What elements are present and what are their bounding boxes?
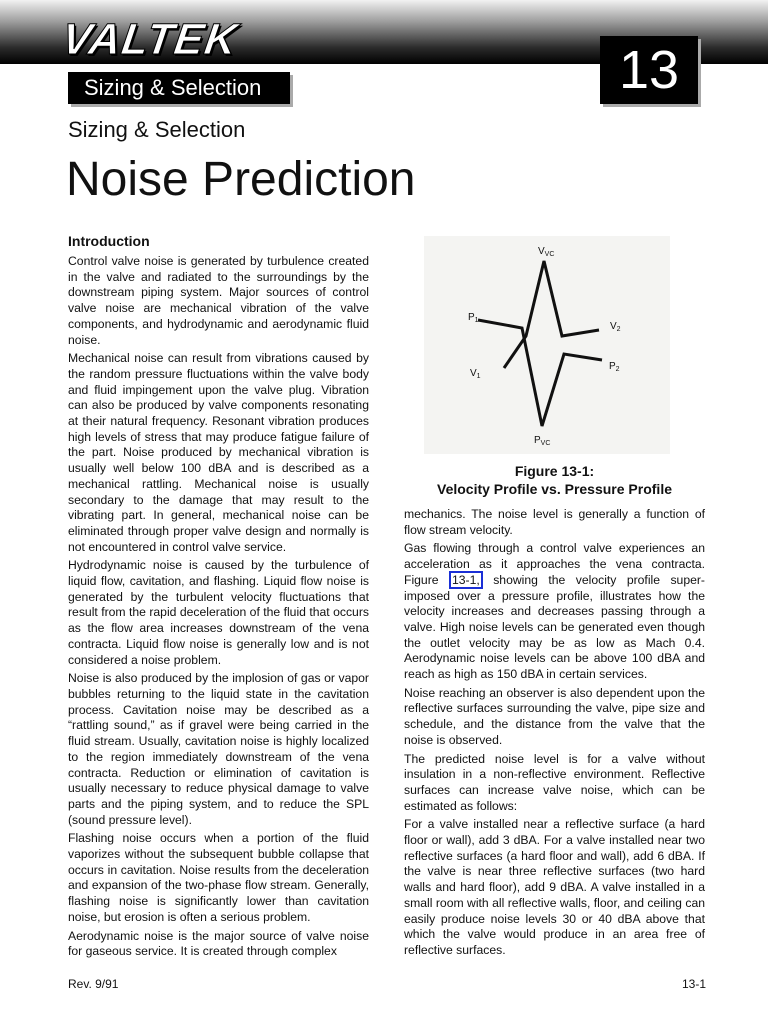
- paragraph-cavitation-noise: Noise is also produced by the implosion of gas or vapor bubbles returning to the liquid state in the cavitation process. Cavitation noise may be described as a “rattling sound,” as if gravel were being carried in the fluid stream. Usually, cavitation noise is highly localized to the region immediately downstream of the vena contracta. Reduction or elimination of cavitation is usually necessary to reduce physical damage to valve parts and the piping system, and to reduce the SPL (sound pressure level).: [68, 671, 369, 827]
- label-v1: $V_1$: [470, 368, 481, 380]
- page-subtitle: Sizing & Selection: [68, 117, 246, 142]
- paragraph-hydrodynamic-noise: Hydrodynamic noise is caused by the turbulence of liquid flow, cavitation, and flashing. Liquid flow noise is generated by the turbulent velocity fluctuations that result from the rapid deceleration of the fluid that occurs as the flow area increases downstream of the vena contracta. Liquid flow noise is generally low and is not considered a noise problem.: [68, 558, 369, 667]
- figure-caption-title: Velocity Profile vs. Pressure Profile: [437, 481, 672, 497]
- gas-flow-text-start: Gas flowing through a control valve experiences an acceleration as it approaches the vena contracta. Figure: [404, 541, 705, 587]
- paragraph-gas-flow: [404, 541, 705, 682]
- velocity-profile-line: [504, 261, 599, 368]
- figure-caption: [404, 462, 705, 498]
- section-heading-introduction: Introduction: [68, 233, 150, 249]
- section-tab: Sizing & Selection: [68, 72, 290, 104]
- paragraph-aerodynamic-noise: Aerodynamic noise is the major source of valve noise for gaseous service. It is created through complex: [68, 928, 369, 959]
- profile-diagram: [424, 236, 670, 454]
- chapter-number-box: 13: [600, 36, 698, 104]
- paragraph-predicted-level: The predicted noise level is for a valve without insulation in a non-reflective environment. Reflective surfaces can increase valve noise, which can be estimated as follows:: [404, 751, 705, 813]
- paragraph-mechanical-noise: Mechanical noise can result from vibrations caused by the random pressure fluctuations within the valve body and fluid impingement upon the valve plug. Vibration can also be produced by valve components resonating at their natural frequency. Resonant vibration produces high levels of stress that may produce fatigue failure of the part. Noise produced by mechanical vibration is usually well below 100 dBA and is described as a mechanical rattling. Mechanical noise is usually secondary to the damage that may result to the vibrating part. In general, mechanical noise can be eliminated through proper valve design and normally is not encountered in control valve service.: [68, 351, 369, 554]
- footer-page-number: 13-1: [681, 977, 706, 991]
- label-v2: $V_2$: [610, 321, 621, 333]
- valtek-logo: VALTEK: [58, 15, 241, 64]
- paragraph-reflective-surfaces: For a valve installed near a reflective surface (a hard floor or wall), add 3 dBA. For a valve installed near two reflective surfaces (a hard floor and wall), add 6 dBA. If the valve is near three reflective surfaces (two hard walls and hard floor), add 9 dBA. A valve installed in a small room with all reflective walls, floor, and ceiling can easily produce noise levels 30 or 40 dBA above that which the valve would produce in an area free of reflective surfaces.: [404, 817, 705, 957]
- label-pvc: $P_{VC}$: [534, 435, 551, 447]
- pressure-profile-line: [478, 320, 602, 426]
- figure-reference-link[interactable]: 13-1,: [449, 571, 483, 589]
- paragraph-mechanics-continued: mechanics. The noise level is generally a function of flow stream velocity.: [404, 507, 705, 537]
- left-column: [68, 232, 369, 963]
- label-p1: $P_1$: [468, 312, 479, 324]
- paragraph-observer: Noise reaching an observer is also dependent upon the reflective surfaces surrounding the valve, pipe size and schedule, and the distance from the valve that the noise is observed.: [404, 685, 705, 747]
- paragraph-flashing-noise: Flashing noise occurs when a portion of the fluid vaporizes without the subsequent bubble collapse that occurs in cavitation. Noise results from the deceleration and expansion of the two-phase flow stream. Generally, flashing noise is significantly lower than cavitation noise, but erosion is often a serious problem.: [68, 831, 369, 924]
- figure-caption-number: Figure 13-1:: [514, 463, 595, 479]
- right-column: [404, 507, 705, 962]
- label-vvc: $V_{VC}$: [538, 246, 555, 258]
- figure-velocity-pressure-profile: [424, 236, 670, 454]
- paragraph-intro: Control valve noise is generated by turbulence created in the valve and radiated to the surroundings by the downstream piping system. Major sources of control valve noise are mechanical vibration of the valve components, and hydrodynamic and aerodynamic fluid noise.: [68, 254, 369, 347]
- footer-revision: Rev. 9/91: [68, 977, 119, 991]
- label-p2: $P_2$: [609, 361, 620, 373]
- gas-flow-text-end: showing the velocity profile super-imposed over a pressure profile, illustrates how the velocity increases and decreases passing through a valve. High noise levels can be generated even though the outlet velocity may be as low as Mach 0.4. Aerodynamic noise levels can be above 100 dBA and reach as high as 150 dBA in certain services.: [404, 572, 705, 682]
- page-title: Noise Prediction: [66, 153, 416, 206]
